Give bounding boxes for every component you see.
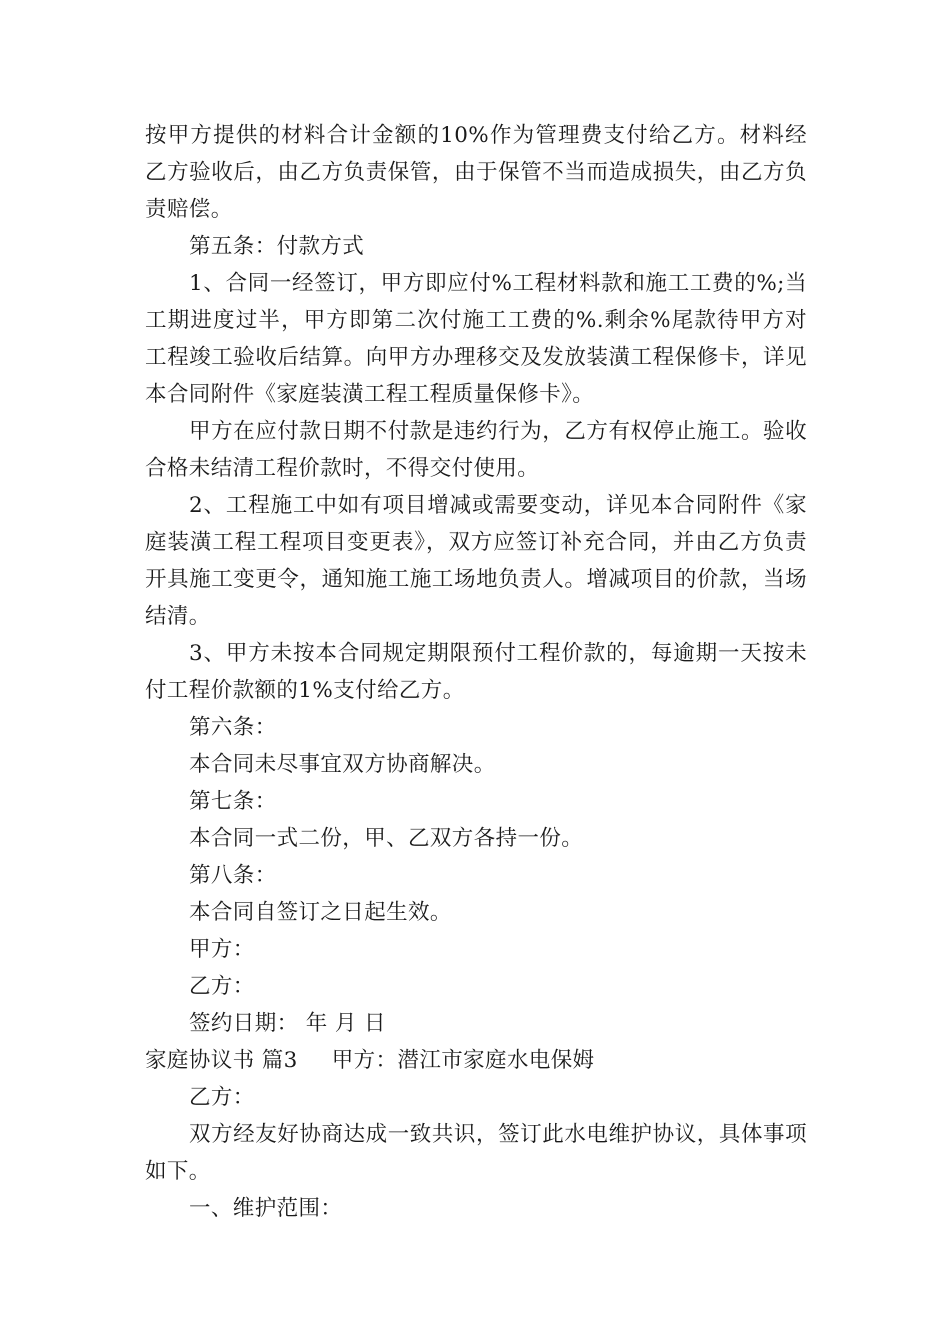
section-party-b: 乙方： <box>189 1085 255 1110</box>
party-b-signature: 乙方： <box>189 974 255 999</box>
paragraph-payment-1: 1、合同一经签订，甲方即应付%工程材料款和施工工费的%;当工期进度过半，甲方即第二次付施工工费的%.剩余%尾款待甲方对工程竣工验收后结算。向甲方办理移交及发放装潢工程保修卡，详见本合同附件《家庭装潢工程工程质量保修卡》。 <box>145 271 807 407</box>
paragraph-payment-default: 甲方在应付款日期不付款是违约行为，乙方有权停止施工。验收合格未结清工程价款时，不得交付使用。 <box>145 419 807 481</box>
maintenance-scope-heading: 一、维护范围： <box>189 1196 343 1221</box>
section-party-a: 甲方：潜江市家庭水电保姆 <box>331 1048 595 1073</box>
article-5-heading: 第五条：付款方式 <box>189 234 365 259</box>
party-a-signature: 甲方： <box>189 937 255 962</box>
paragraph-article-6: 本合同未尽事宜双方协商解决。 <box>189 752 496 777</box>
section-heading <box>145 1042 807 1079</box>
document-body <box>145 117 807 1227</box>
section-title: 家庭协议书 篇3 <box>145 1048 298 1073</box>
paragraph-management-fee: 按甲方提供的材料合计金额的10%作为管理费支付给乙方。材料经乙方验收后，由乙方负责保管，由于保管不当而造成损失，由乙方负责赔偿。 <box>145 123 807 222</box>
signing-date: 签约日期： 年 月 日 <box>189 1011 386 1036</box>
paragraph-article-7: 本合同一式二份，甲、乙双方各持一份。 <box>189 826 584 851</box>
article-7-heading: 第七条： <box>189 789 277 814</box>
article-6-heading: 第六条： <box>189 715 277 740</box>
paragraph-article-8: 本合同自签订之日起生效。 <box>189 900 452 925</box>
paragraph-payment-2: 2、工程施工中如有项目增减或需要变动，详见本合同附件《家庭装潢工程工程项目变更表》，双方应签订补充合同，并由乙方负责开具施工变更令，通知施工施工场地负责人。增减项目的价款，当场结清。 <box>145 493 807 629</box>
paragraph-payment-3: 3、甲方未按本合同规定期限预付工程价款的，每逾期一天按未付工程价款额的1%支付给乙方。 <box>145 641 807 703</box>
heading-spacer <box>298 1042 332 1079</box>
paragraph-agreement-intro: 双方经友好协商达成一致共识，签订此水电维护协议，具体事项如下。 <box>145 1122 807 1184</box>
article-8-heading: 第八条： <box>189 863 277 888</box>
